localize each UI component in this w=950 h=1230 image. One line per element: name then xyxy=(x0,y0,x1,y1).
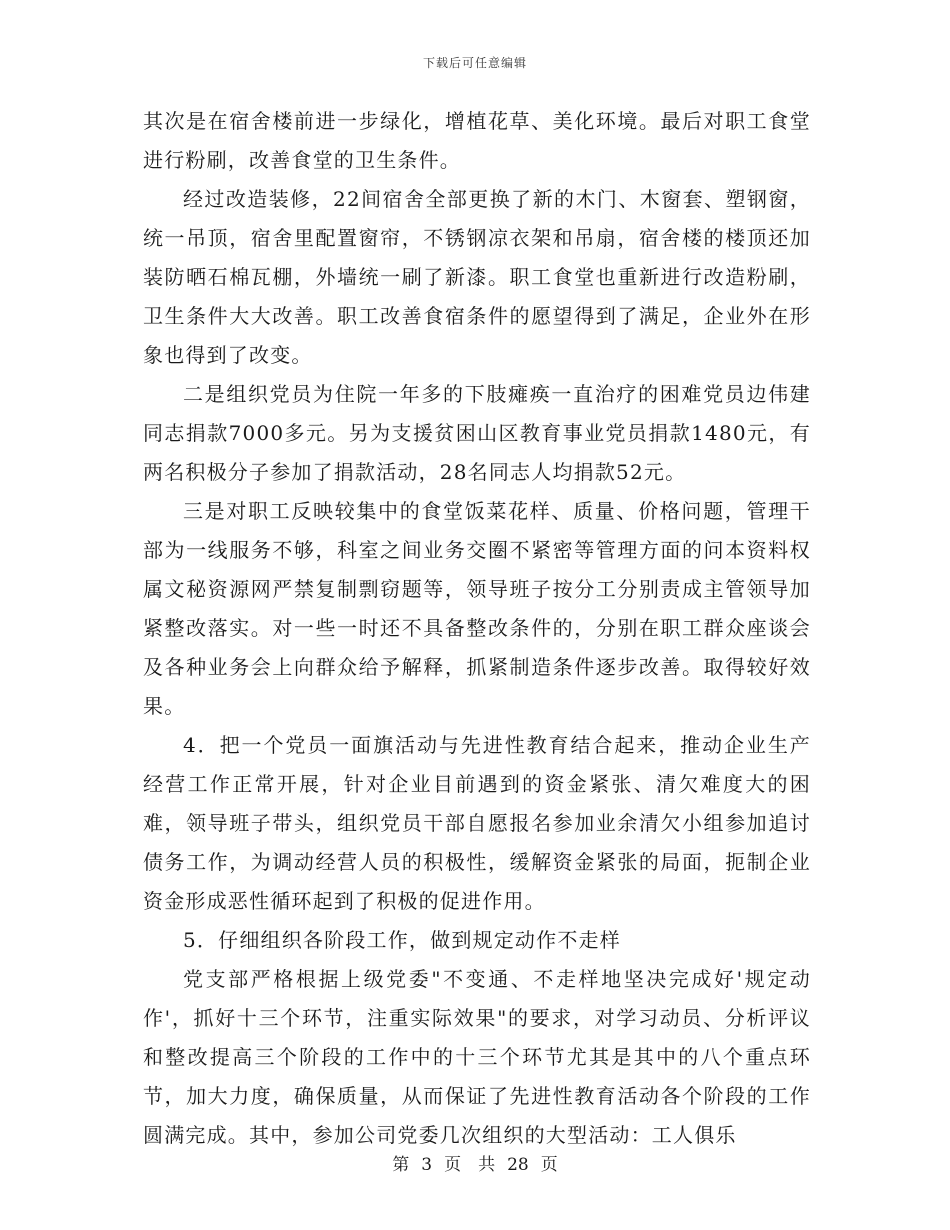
paragraph: 党支部严格根据上级党委"不变通、不走样地坚决完成好'规定动作'，抓好十三个环节，注重实际效果"的要求，对学习动员、分析评议和整改提高三个阶段的工作中的十三个环节尤其是其中的八个重点环节，加大力度，确保质量，从而保证了先进性教育活动各个阶段的工作圆满完成。其中，参加公司党委几次组织的大型活动：工人俱乐 xyxy=(143,967,811,1147)
page-header-note: 下载后可任意编辑 xyxy=(422,56,527,70)
paragraph: 其次是在宿舍楼前进一步绿化，增植花草、美化环境。最后对职工食堂进行粉刷，改善食堂的卫生条件。 xyxy=(143,109,811,172)
paragraph: 二是组织党员为住院一年多的下肢瘫痪一直治疗的困难党员边伟建同志捐款7000多元。另为支援贫困山区教育事业党员捐款1480元，有两名积极分子参加了捐款活动，28名同志人均捐款52元。 xyxy=(143,382,811,484)
footer-label-end: 页 xyxy=(540,1155,558,1175)
page-footer xyxy=(0,1150,950,1175)
section-heading: 5．仔细组织各阶段工作，做到规定动作不走样 xyxy=(183,928,621,952)
footer-label-page: 第 xyxy=(392,1155,410,1175)
footer-label-of: 页 共 xyxy=(444,1155,496,1175)
total-pages-number: 28 xyxy=(507,1155,529,1175)
paragraph: 经过改造装修，22间宿舍全部更换了新的木门、木窗套、塑钢窗，统一吊顶，宿舍里配置窗帘，不锈钢凉衣架和吊扇，宿舍楼的楼顶还加装防晒石棉瓦棚，外墙统一刷了新漆。职工食堂也重新进行改造粉刷，卫生条件大大改善。职工改善食宿条件的愿望得到了满足，企业外在形象也得到了改变。 xyxy=(143,187,811,367)
paragraph: 4．把一个党员一面旗活动与先进性教育结合起来，推动企业生产经营工作正常开展，针对企业目前遇到的资金紧张、清欠难度大的困难，领导班子带头，组织党员干部自愿报名参加业余清欠小组参加追讨债务工作，为调动经营人员的积极性，缓解资金紧张的局面，扼制企业资金形成恶性循环起到了积极的促进作用。 xyxy=(143,733,811,913)
current-page-number: 3 xyxy=(421,1155,433,1175)
paragraph: 三是对职工反映较集中的食堂饭菜花样、质量、价格问题，管理干部为一线服务不够，科室之间业务交圈不紧密等管理方面的问本资料权属文秘资源网严禁复制剽窃题等，领导班子按分工分别责成主管领导加紧整改落实。对一些一时还不具备整改条件的，分别在职工群众座谈会及各种业务会上向群众给予解释，抓紧制造条件逐步改善。取得较好效果。 xyxy=(143,499,811,718)
document-body xyxy=(143,102,811,1155)
